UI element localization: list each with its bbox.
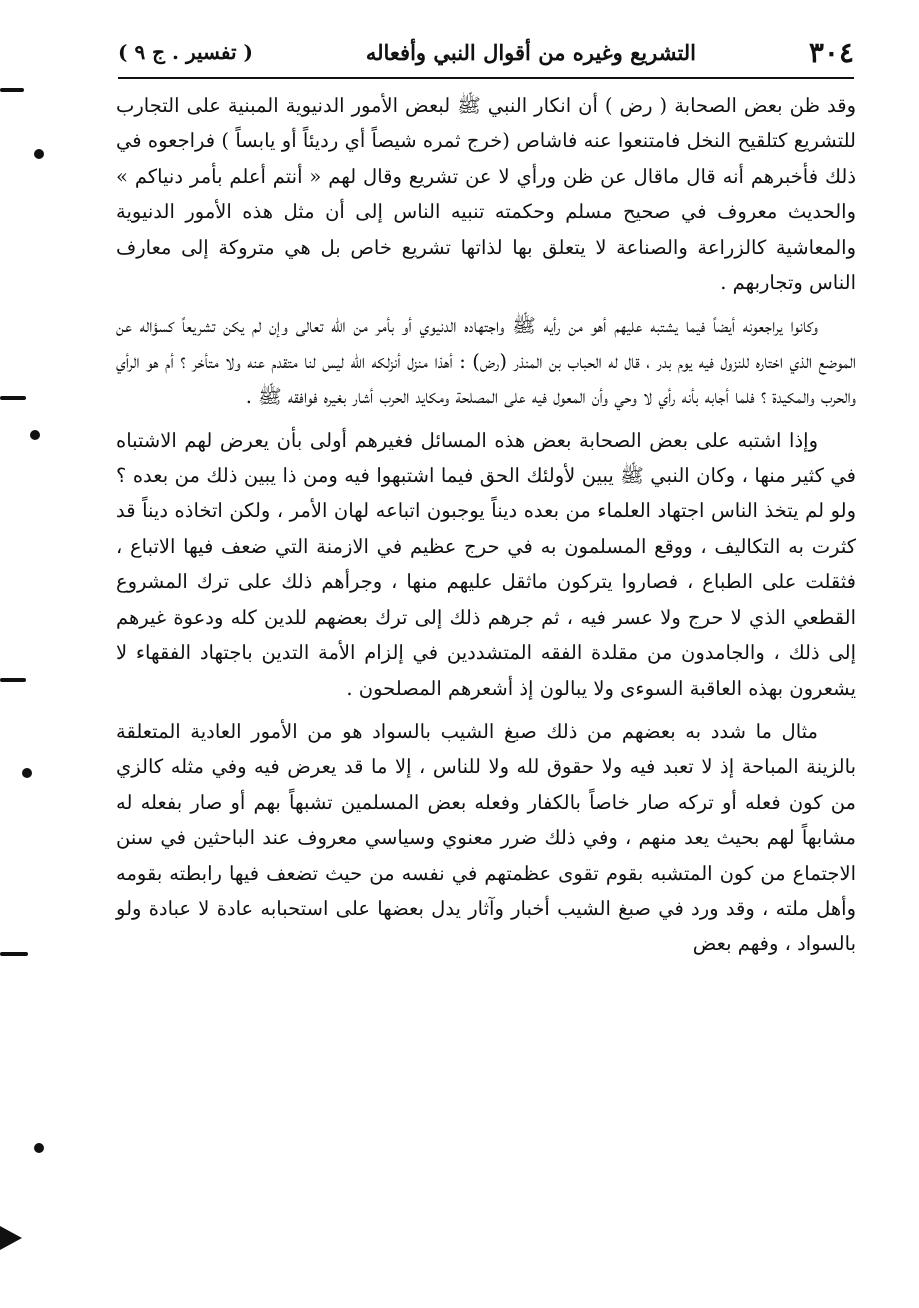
margin-spot [30,430,40,440]
header-rule [118,77,854,79]
page-number: ٣٠٤ [808,35,854,69]
margin-mark [0,1226,22,1250]
margin-mark [0,678,26,682]
margin-spot [22,768,32,778]
margin-mark [0,952,28,956]
page-body [116,88,856,962]
margin-spot [34,1143,44,1153]
paragraph-2: وكانوا يراجعونه أيضاً فيما يشتبه عليهم أهو من رأيه ﷺ واجتهاده الدنيوي أو بأمر من الله تعالى وإن لم يكن تشريعاً كسؤاله عن الموضع الذي اختاره للنزول فيه يوم بدر ، قال له الحباب بن المنذر (رض) : أهذا منزل أنزلكه الله ليس لنا متقدم عنه ولا متأخر ؟ أم هو الرأي والحرب والمكيدة ؟ فلما أجابه بأنه رأي لا وحي وأن المعول فيه على المصلحة ومكايد الحرب أشار بغيره فوافقه ﷺ . [116,314,856,409]
margin-spot [34,149,44,159]
paragraph-1: وقد ظن بعض الصحابة ( رض ) أن انكار النبي ﷺ لبعض الأمور الدنيوية المبنية على التجارب للتشريع كتلقيح النخل فامتنعوا عنه فاشاص (خرج ثمره شيصاً أي رديئاً أو يابساً ) فراجعوه في ذلك فأخبرهم أنه قال ماقال عن ظن ورأي لا عن تشريع وقال لهم « أنتم أعلم بأمر دنياكم » والحديث معروف في صحيح مسلم وحكمته تنبيه الناس إلى أن مثل هذه الأمور الدنيوية والمعاشية كالزراعة والصناعة لا يتعلق بها لذاتها تشريع خاص بل هي متروكة إلى معارف الناس وتجاربهم . [116,94,856,295]
paragraph-3: وإذا اشتبه على بعض الصحابة بعض هذه المسائل فغيرهم أولى بأن يعرض لهم الاشتباه في كثير منها ، وكان النبي ﷺ يبين لأولئك الحق فيما اشتبهوا فيه ومن ذا يبين ذلك من بعده ؟ ولو لم يتخذ الناس اجتهاد العلماء من بعده ديناً يوجبون اتباعه لهان الأمر ، ولكن اتخاذه ديناً قد كثرت به التكاليف ، ووقع المسلمون به في حرج عظيم في الازمنة التي ضعف فيها الاتباع ، فثقلت على الطباع ، فصاروا يتركون ماثقل عليهم منها ، وجرأهم ذلك على ترك المشروع القطعي الذي لا حرج ولا عسر فيه ، ثم جرهم ذلك إلى ترك بعضهم للدين كله ودعوة غيرهم إلى ذلك ، والجامدون من مقلدة الفقه المتشددين في إلزام الأمة التدين باجتهاد الفقهاء لا يشعرون بهذه العاقبة السوءى ولا يبالون إذ أشعرهم المصلحون . [116,428,856,700]
running-header [118,30,854,74]
margin-mark [0,88,24,92]
header-title: التشريع وغيره من أقوال النبي وأفعاله [365,39,697,65]
header-reference: ( تفسير . ج ٩ ) [118,40,253,64]
paragraph-4: مثال ما شدد به بعضهم من ذلك صبغ الشيب بالسواد هو من الأمور العادية المتعلقة بالزينة المباحة إذ لا تعبد فيه ولا حقوق لله ولا للناس ، إلا ما قد يعرض فيه وفي مثله كالزي من كون فعله أو تركه صار خاصاً بالكفار وفعله بعض المسلمين تشبهاً بهم أو صار بفعله له مشابهاً لهم بحيث يعد منهم ، وفي ذلك ضرر معنوي وسياسي معروف عند الباحثين في سنن الاجتماع من كون المتشبه بقوم تقوى عظمتهم في نفسه من حيث تضعف فيها رابطته بقومه وأهل ملته ، وقد ورد في صبغ الشيب أخبار وآثار يدل بعضها على استحبابه عادة لا عبادة ولو بالسواد ، وفهم بعض [116,719,856,956]
margin-mark [0,396,26,400]
